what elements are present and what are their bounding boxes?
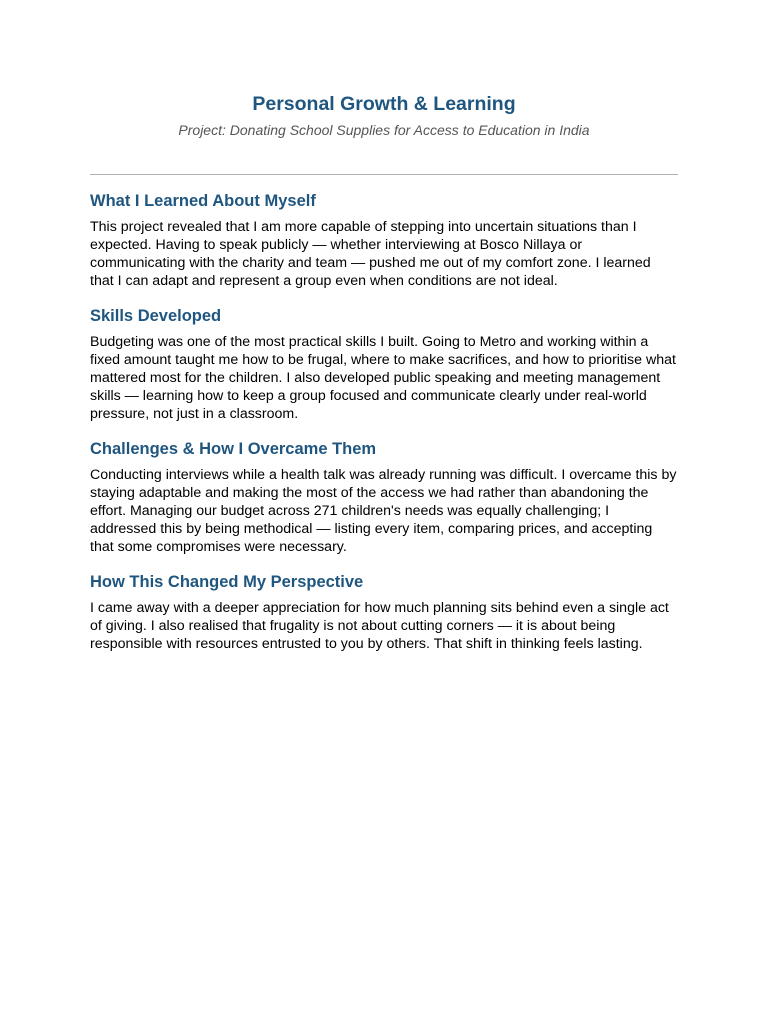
section-skills-developed (90, 306, 678, 423)
section-perspective (90, 572, 678, 653)
section-body: I came away with a deeper appreciation for how much planning sits behind even a single act of giving. I also realised that frugality is not about cutting corners — it is about being responsible with resources entrusted to you by others. That shift in thinking feels lasting. (90, 600, 669, 652)
section-challenges (90, 439, 678, 556)
section-what-i-learned (90, 191, 678, 290)
section-heading: What I Learned About Myself (90, 192, 316, 210)
section-heading: How This Changed My Perspective (90, 573, 364, 591)
section-body: This project revealed that I am more capable of stepping into uncertain situations than I expected. Having to speak publicly — whether interviewing at Bosco Nillaya or communicating with the charity and team — pushed me out of my comfort zone. I learned that I can adapt and represent a group even when conditions are not ideal. (90, 219, 651, 289)
title-divider (90, 174, 678, 175)
section-body: Conducting interviews while a health talk was already running was difficult. I overcame this by staying adaptable and making the most of the access we had rather than abandoning the effort. Managing our budget across 271 children's needs was equally challenging; I addressed this by being methodical — listing every item, comparing prices, and accepting that some compromises were necessary. (90, 467, 677, 555)
section-body: Budgeting was one of the most practical skills I built. Going to Metro and working within a fixed amount taught me how to be frugal, where to make sacrifices, and how to prioritise what mattered most for the children. I also developed public speaking and meeting management skills — learning how to keep a group focused and communicate clearly under real-world pressure, not just in a classroom. (90, 334, 676, 422)
page-subtitle: Project: Donating School Supplies for Access to Education in India (178, 122, 590, 138)
section-heading: Skills Developed (90, 307, 222, 325)
section-heading: Challenges & How I Overcame Them (90, 440, 377, 458)
page-title: Personal Growth & Learning (252, 93, 516, 115)
